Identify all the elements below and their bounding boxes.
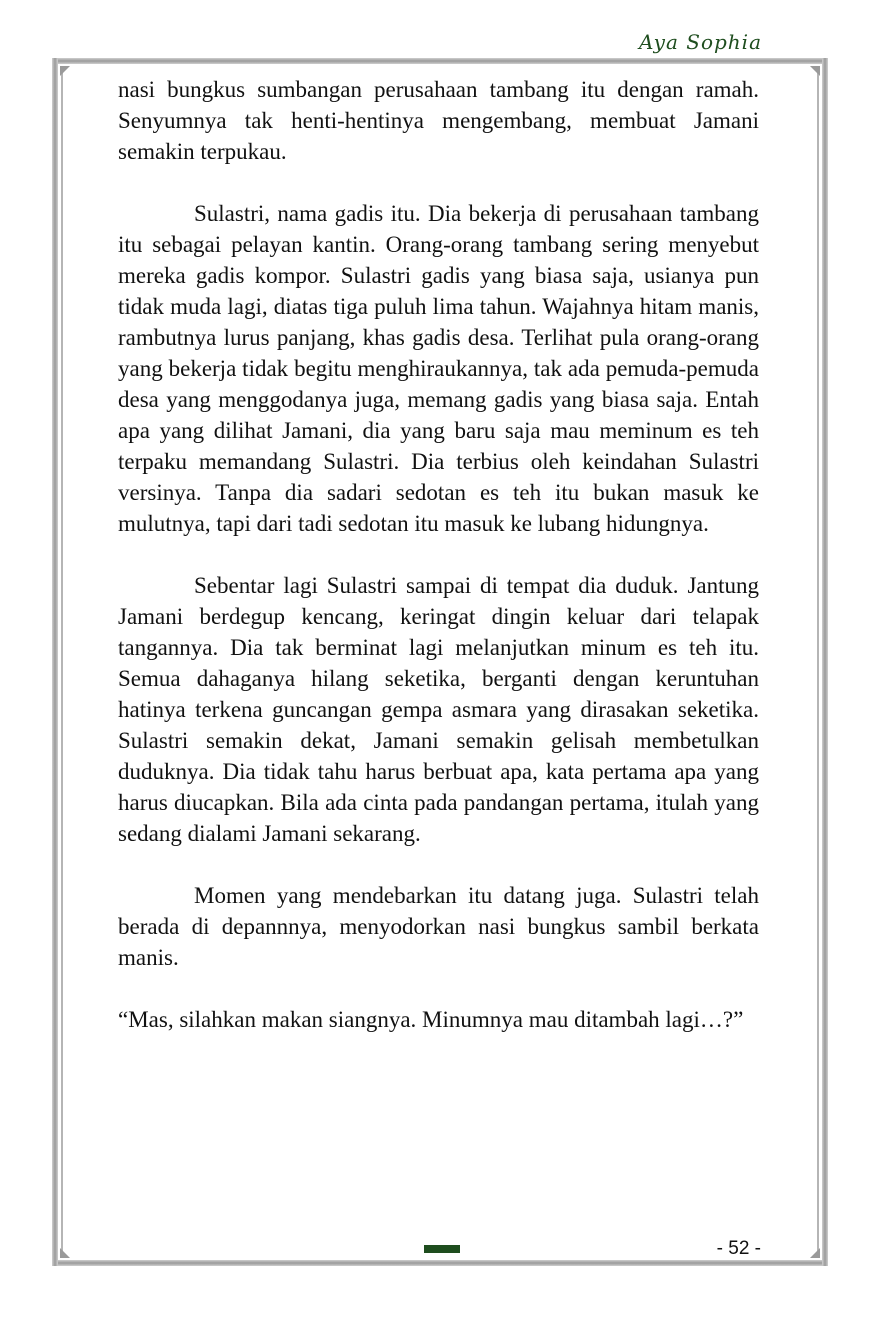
header-title: Aya Sophia: [639, 30, 762, 54]
paragraph-4: Momen yang mendebarkan itu datang juga. Sulastri telah berada di depannnya, menyodorkan nasi bungkus sambil berkata manis.: [118, 883, 759, 970]
corner-ornament-top-right: [810, 66, 820, 76]
frame-right-inner-line: [817, 66, 819, 1258]
corner-ornament-top-left: [60, 66, 70, 76]
frame-bottom-bar: [52, 1260, 828, 1266]
frame-top-bar: [52, 58, 828, 64]
frame-left-inner-line: [61, 66, 63, 1258]
body-text: [118, 74, 759, 1035]
frame-left-bar: [52, 58, 58, 1266]
frame-right-bar: [822, 58, 828, 1266]
corner-ornament-bottom-left: [60, 1248, 70, 1258]
page-number: - 52 -: [716, 1238, 761, 1259]
footer-accent-bar: [424, 1245, 460, 1253]
paragraph-5: “Mas, silahkan makan siangnya. Minumnya mau ditambah lagi…?”: [118, 1007, 744, 1032]
paragraph-2: Sulastri, nama gadis itu. Dia bekerja di perusahaan tambang itu sebagai pelayan kantin. Orang-orang tambang sering menyebut mereka gadis kompor. Sulastri gadis yang biasa saja, usianya pun tidak muda lagi, diatas tiga puluh lima tahun. Wajahnya hitam manis, rambutnya lurus panjang, khas gadis desa. Terlihat pula orang-orang yang bekerja tidak begitu menghiraukannya, tak ada pemuda-pemuda desa yang menggodanya juga, memang gadis yang biasa saja. Entah apa yang dilihat Jamani, dia yang baru saja mau meminum es teh terpaku memandang Sulastri. Dia terbius oleh keindahan Sulastri versinya. Tanpa dia sadari sedotan es teh itu bukan masuk ke mulutnya, tapi dari tadi sedotan itu masuk ke lubang hidungnya.: [118, 201, 759, 536]
paragraph-3: Sebentar lagi Sulastri sampai di tempat dia duduk. Jantung Jamani berdegup kencang, keringat dingin keluar dari telapak tangannya. Dia tak berminat lagi melanjutkan minum es teh itu. Semua dahaganya hilang seketika, berganti dengan keruntuhan hatinya terkena guncangan gempa asmara yang dirasakan seketika. Sulastri semakin dekat, Jamani semakin gelisah membetulkan duduknya. Dia tidak tahu harus berbuat apa, kata pertama apa yang harus diucapkan. Bila ada cinta pada pandangan pertama, itulah yang sedang dialami Jamani sekarang.: [118, 573, 759, 846]
paragraph-1: nasi bungkus sumbangan perusahaan tambang itu dengan ramah. Senyumnya tak henti-hentinya mengembang, membuat Jamani semakin terpukau.: [118, 77, 759, 164]
corner-ornament-bottom-right: [810, 1248, 820, 1258]
